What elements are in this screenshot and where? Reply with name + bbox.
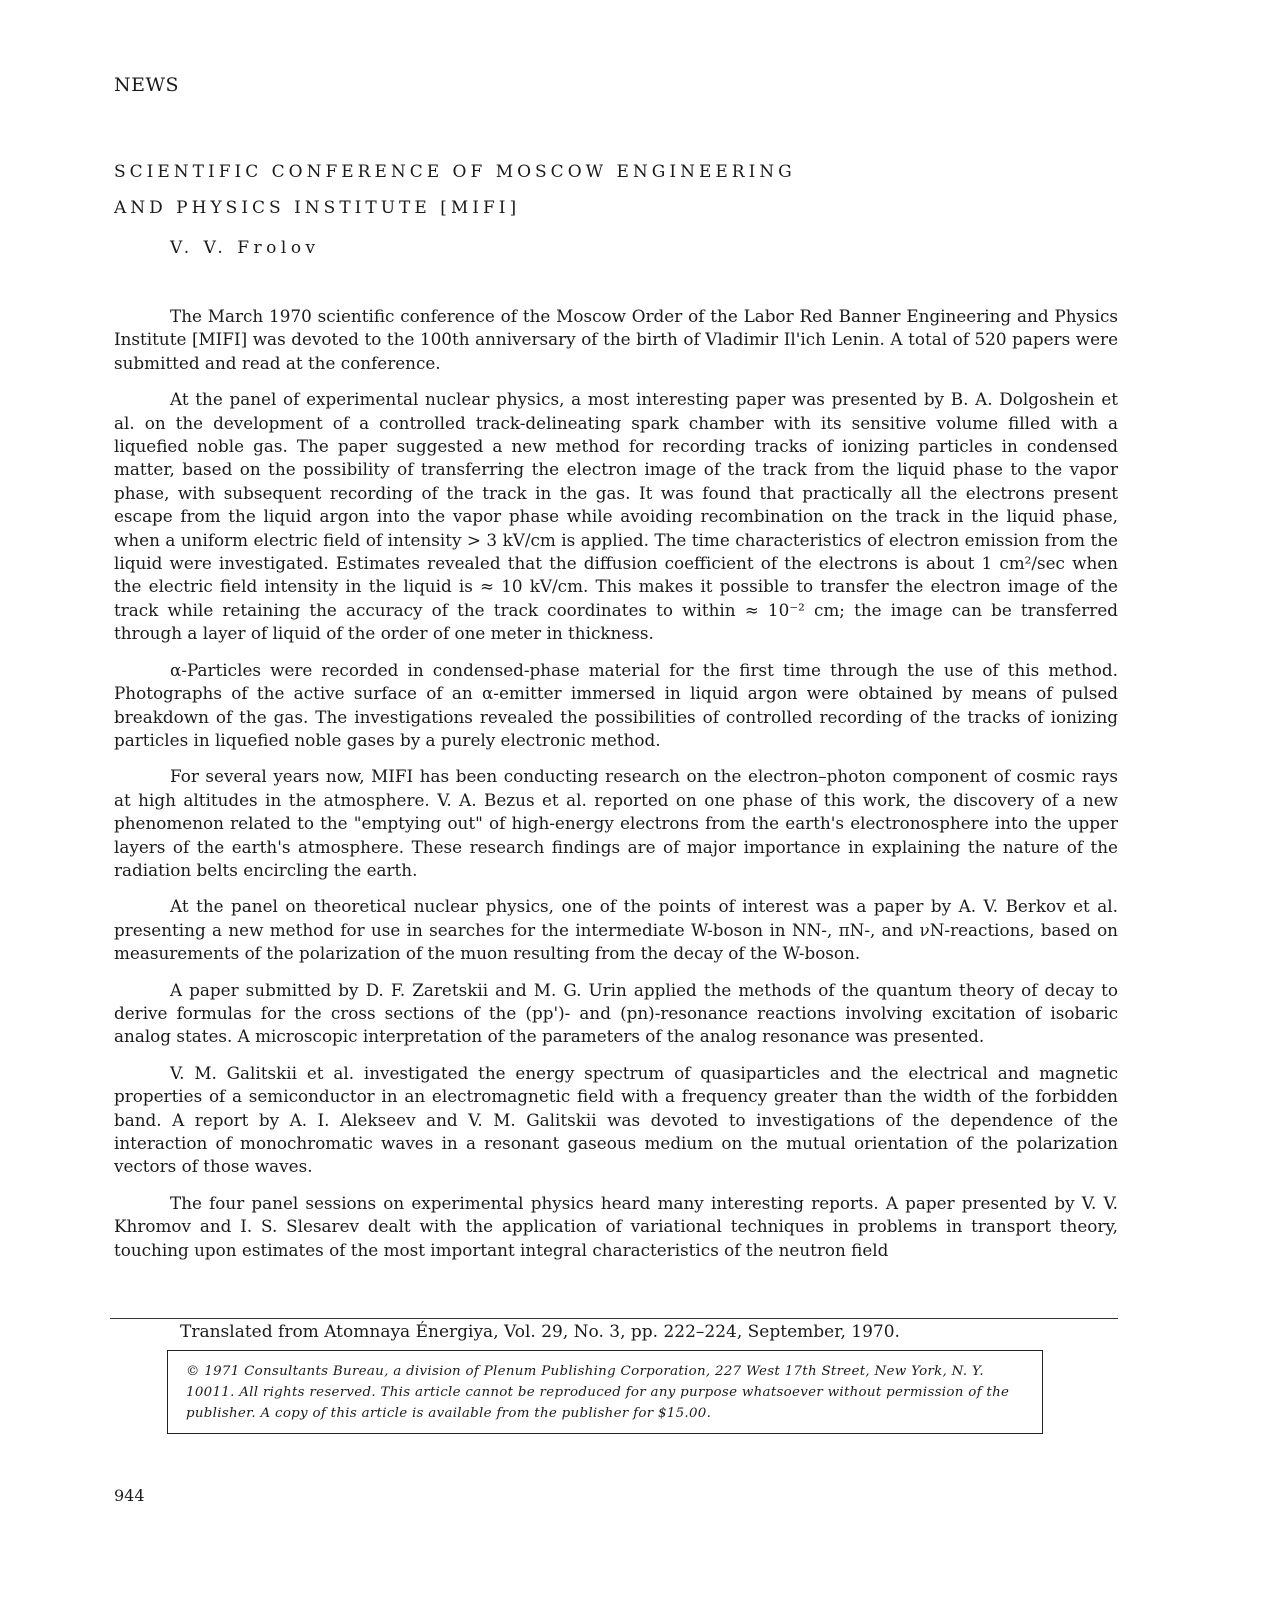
translation-note: Translated from Atomnaya Énergiya, Vol. 29, No. 3, pp. 222–224, September, 1970. [180, 1322, 900, 1342]
paragraph-4: For several years now, MIFI has been conducting research on the electron–photon component of cosmic rays at high altitudes in the atmosphere. V. A. Bezus et al. reported on one phase of this work, the discovery of a new phenomenon related to the "emptying out" of high-energy electrons from the earth's electronosphere into the upper layers of the earth's atmosphere. These research findings are of major importance in explaining the nature of the radiation belts encircling the earth. [114, 766, 1118, 880]
footer-divider [110, 1318, 1118, 1319]
copyright-notice: © 1971 Consultants Bureau, a division of Plenum Publishing Corporation, 227 West 17th Street, New York, N. Y. 10011. All rights reserved. This article cannot be reproduced for any purpose whatsoever without permission of the publisher. A copy of this article is available from the publisher for $15.00. [167, 1350, 1043, 1434]
paragraph-7: V. M. Galitskii et al. investigated the energy spectrum of quasiparticles and the electrical and magnetic properties of a semiconductor in an electromagnetic field with a frequency greater than the width of the forbidden band. A report by A. I. Alekseev and V. M. Galitskii was devoted to investigations of the dependence of the interaction of monochromatic waves in a resonant gaseous medium on the mutual orientation of the polarization vectors of those waves. [114, 1062, 1118, 1177]
paragraph-8: The four panel sessions on experimental physics heard many interesting reports. A paper presented by V. V. Khromov and I. S. Slesarev dealt with the application of variational techniques in problems in transport theory, touching upon estimates of the most important integral characteristics of the neutron field [114, 1192, 1118, 1260]
article-title-line-1: SCIENTIFIC CONFERENCE OF MOSCOW ENGINEERING [114, 162, 796, 182]
article-body [114, 305, 1118, 1275]
paragraph-5: At the panel on theoretical nuclear physics, one of the points of interest was a paper by A. V. Berkov et al. presenting a new method for use in searches for the intermediate W-boson in NN-, πN-, and νN-reactions, based on measurements of the polarization of the muon resulting from the decay of the W-boson. [114, 896, 1118, 964]
section-label: NEWS [114, 74, 180, 96]
paragraph-1: The March 1970 scientific conference of the Moscow Order of the Labor Red Banner Engineering and Physics Institute [MIFI] was devoted to the 100th anniversary of the birth of Vladimir Il'ich Lenin. A total of 520 papers were submitted and read at the conference. [114, 306, 1118, 373]
author: V. V. Frolov [170, 238, 320, 258]
article-title [114, 154, 796, 226]
paragraph-3: α-Particles were recorded in condensed-phase material for the first time through the use of this method. Photographs of the active surface of an α-emitter immersed in liquid argon were obtained by means of pulsed breakdown of the gas. The investigations revealed the possibilities of controlled recording of the tracks of ionizing particles in liquefied noble gases by a purely electronic method. [114, 659, 1118, 750]
article-title-line-2: AND PHYSICS INSTITUTE [MIFI] [114, 198, 521, 218]
paragraph-6: A paper submitted by D. F. Zaretskii and M. G. Urin applied the methods of the quantum theory of decay to derive formulas for the cross sections of the (pp')- and (pn)-resonance reactions involving excitation of isobaric analog states. A microscopic interpretation of the parameters of the analog resonance was presented. [114, 979, 1118, 1047]
page-number: 944 [114, 1486, 145, 1505]
paragraph-2: At the panel of experimental nuclear physics, a most interesting paper was presented by B. A. Dolgoshein et al. on the development of a controlled track-delineating spark chamber with its sensitive volume filled with a liquefied noble gas. The paper suggested a new method for recording tracks of ionizing particles in condensed matter, based on the possibility of transferring the electron image of the track from the liquid phase to the vapor phase, with subsequent recording of the track in the gas. It was found that practically all the electrons present escape from the liquid argon into the vapor phase while avoiding recombination on the track in the liquid phase, when a uniform electric field of intensity > 3 kV/cm is applied. The time characteristics of electron emission from the liquid were investigated. Estimates revealed that the diffusion coefficient of the electrons is about 1 cm²/sec when the electric field intensity in the liquid is ≈ 10 kV/cm. This makes it possible to transfer the electron image of the track while retaining the accuracy of the track coordinates to within ≈ 10⁻² cm; the image can be transferred through a layer of liquid of the order of one meter in thickness. [114, 389, 1118, 644]
